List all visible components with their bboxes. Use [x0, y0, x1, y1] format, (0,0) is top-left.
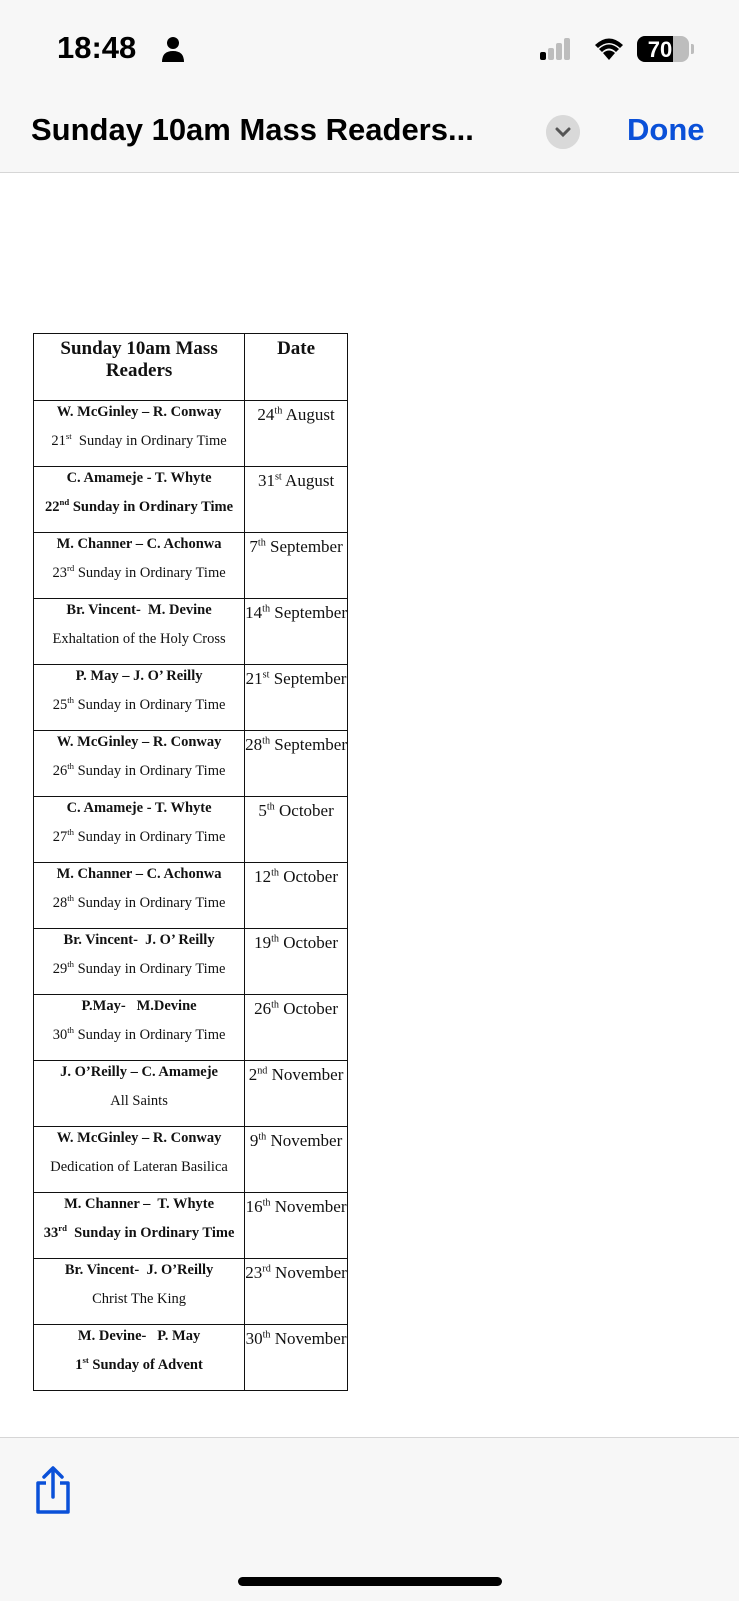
readers-cell — [34, 995, 245, 1061]
wifi-icon — [594, 36, 624, 60]
occasion — [34, 1091, 244, 1110]
date-month: October — [274, 801, 334, 820]
occasion-text: Sunday in Ordinary Time — [73, 960, 226, 977]
occasion — [34, 959, 244, 978]
readers-cell — [34, 467, 245, 533]
date-month: September — [270, 735, 347, 754]
date-cell — [245, 467, 348, 533]
date-cell — [245, 863, 348, 929]
readers-names: P.May- M.Devine — [81, 998, 197, 1014]
occasion-text: Exhaltation of the Holy Cross — [52, 630, 226, 647]
occasion-suffix: th — [67, 893, 74, 903]
date-day: 14 — [245, 603, 263, 622]
readers-names: C. Amameje - T. Whyte — [66, 800, 212, 816]
occasion-text: Sunday of Advent — [88, 1356, 203, 1373]
readers-cell — [34, 1193, 245, 1259]
date-suffix: st — [262, 669, 270, 681]
readers-names: P. May – J. O’ Reilly — [75, 668, 203, 684]
table-row — [34, 1259, 348, 1325]
table-row — [34, 533, 348, 599]
occasion — [34, 827, 244, 846]
occasion-suffix: st — [65, 431, 72, 441]
table-row — [34, 665, 348, 731]
date-day: 2 — [248, 1065, 258, 1084]
readers-cell — [34, 929, 245, 995]
occasion — [34, 1355, 244, 1374]
date-cell — [245, 731, 348, 797]
home-indicator[interactable] — [238, 1577, 502, 1586]
date-month: November — [270, 1197, 347, 1216]
date-cell — [245, 533, 348, 599]
readers-cell — [34, 863, 245, 929]
date-cell — [245, 401, 348, 467]
occasion — [34, 563, 244, 582]
readers-names: Br. Vincent- J. O’ Reilly — [63, 932, 215, 948]
occasion-text: Sunday in Ordinary Time — [73, 1026, 226, 1043]
date-cell — [245, 1061, 348, 1127]
date-day: 23 — [245, 1263, 263, 1282]
occasion-number: 25 — [52, 696, 68, 713]
table-row — [34, 599, 348, 665]
readers-cell — [34, 731, 245, 797]
date-cell — [245, 599, 348, 665]
occasion-suffix: th — [67, 827, 74, 837]
readers-cell — [34, 1325, 245, 1391]
date-month: September — [269, 669, 347, 688]
occasion — [34, 1223, 244, 1242]
table-row — [34, 467, 348, 533]
occasion-number: 22 — [45, 498, 60, 515]
date-suffix: th — [262, 1197, 271, 1209]
date-day: 26 — [254, 999, 272, 1018]
date-day: 30 — [245, 1329, 263, 1348]
header-readers: Sunday 10am Mass Readers — [34, 334, 245, 401]
readers-names: M. Channer – C. Achonwa — [56, 536, 222, 552]
date-suffix: th — [262, 603, 271, 615]
occasion-number: 28 — [52, 894, 68, 911]
occasion-suffix: st — [82, 1355, 89, 1365]
occasion-text: Sunday in Ordinary Time — [73, 828, 226, 845]
table-row — [34, 1325, 348, 1391]
occasion-text: Sunday in Ordinary Time — [73, 696, 226, 713]
date-month: August — [281, 471, 335, 490]
date-suffix: rd — [262, 1263, 271, 1275]
readers-cell — [34, 1259, 245, 1325]
readers-names: M. Channer – C. Achonwa — [56, 866, 222, 882]
occasion-text: Dedication of Lateran Basilica — [50, 1158, 228, 1175]
date-cell — [245, 929, 348, 995]
date-month: November — [270, 1329, 347, 1348]
date-day: 12 — [254, 867, 272, 886]
date-suffix: th — [271, 999, 280, 1011]
date-day: 19 — [254, 933, 272, 952]
occasion-number: 26 — [52, 762, 68, 779]
table-row — [34, 797, 348, 863]
date-suffix: st — [274, 471, 282, 483]
table-row — [34, 731, 348, 797]
readers-names: Br. Vincent- M. Devine — [66, 602, 212, 618]
person-icon — [162, 36, 184, 62]
occasion — [34, 497, 244, 516]
occasion-text: Christ The King — [92, 1290, 187, 1307]
occasion-number: 27 — [52, 828, 68, 845]
date-month: November — [266, 1131, 343, 1150]
status-time: 18:48 — [57, 30, 137, 65]
date-month: September — [270, 603, 347, 622]
occasion-number: 30 — [52, 1026, 68, 1043]
date-cell — [245, 1259, 348, 1325]
date-suffix: th — [274, 405, 283, 417]
occasion-text: Sunday in Ordinary Time — [66, 1224, 235, 1241]
readers-names: W. McGinley – R. Conway — [56, 404, 222, 420]
occasion-number: 33 — [43, 1224, 59, 1241]
date-month: August — [282, 405, 335, 424]
table-row — [34, 929, 348, 995]
readers-cell — [34, 797, 245, 863]
readers-cell — [34, 1127, 245, 1193]
header-date: Date — [245, 334, 348, 401]
date-suffix: th — [271, 933, 280, 945]
date-day: 28 — [245, 735, 263, 754]
occasion — [34, 761, 244, 780]
readers-cell — [34, 401, 245, 467]
done-button[interactable]: Done — [627, 112, 705, 147]
readers-cell — [34, 665, 245, 731]
share-icon[interactable] — [34, 1466, 72, 1514]
occasion-text: Sunday in Ordinary Time — [74, 564, 226, 581]
date-month: October — [279, 999, 339, 1018]
date-cell — [245, 995, 348, 1061]
date-day: 7 — [249, 537, 258, 556]
occasion-suffix: th — [67, 761, 74, 771]
occasion-text: Sunday in Ordinary Time — [69, 498, 234, 515]
table-row — [34, 995, 348, 1061]
readers-names: W. McGinley – R. Conway — [56, 734, 222, 750]
occasion-text: All Saints — [110, 1092, 168, 1109]
battery-icon — [637, 36, 689, 62]
occasion-suffix: rd — [66, 563, 75, 573]
date-month: September — [265, 537, 343, 556]
occasion-suffix: th — [67, 695, 74, 705]
date-suffix: th — [262, 735, 271, 747]
occasion-number: 21 — [51, 432, 66, 449]
table-row — [34, 1193, 348, 1259]
occasion-text: Sunday in Ordinary Time — [73, 894, 226, 911]
occasion-suffix: th — [67, 1025, 74, 1035]
occasion-suffix: th — [67, 959, 74, 969]
date-suffix: th — [262, 1329, 271, 1341]
date-month: November — [267, 1065, 344, 1084]
readers-names: Br. Vincent- J. O’Reilly — [64, 1262, 214, 1278]
table-row — [34, 1127, 348, 1193]
occasion — [34, 695, 244, 714]
readers-names: C. Amameje - T. Whyte — [66, 470, 212, 486]
readers-names: M. Devine- P. May — [77, 1328, 201, 1344]
occasion — [34, 1157, 244, 1176]
date-month: October — [279, 867, 339, 886]
date-cell — [245, 1325, 348, 1391]
date-suffix: th — [266, 801, 275, 813]
occasion-number: 29 — [52, 960, 68, 977]
occasion — [34, 893, 244, 912]
date-day: 9 — [249, 1131, 259, 1150]
readers-names: W. McGinley – R. Conway — [56, 1130, 222, 1146]
document-title: Sunday 10am Mass Readers... — [31, 112, 474, 147]
date-cell — [245, 665, 348, 731]
date-month: October — [279, 933, 339, 952]
readers-table — [33, 333, 348, 1391]
chevron-down-icon[interactable] — [546, 115, 580, 149]
date-day: 16 — [245, 1197, 263, 1216]
occasion — [34, 431, 244, 450]
table-row — [34, 401, 348, 467]
battery-level: 70 — [647, 37, 673, 62]
date-cell — [245, 1127, 348, 1193]
readers-cell — [34, 1061, 245, 1127]
date-suffix: th — [258, 1131, 267, 1143]
table-row — [34, 1061, 348, 1127]
date-suffix: th — [271, 867, 280, 879]
date-day: 5 — [258, 801, 267, 820]
top-bar — [0, 0, 739, 173]
date-cell — [245, 797, 348, 863]
occasion-number: 23 — [52, 564, 67, 581]
date-day: 31 — [257, 471, 275, 490]
battery-tip — [691, 44, 694, 54]
occasion-suffix: nd — [59, 497, 70, 507]
occasion-text: Sunday in Ordinary Time — [71, 432, 227, 449]
occasion-suffix: rd — [58, 1223, 67, 1233]
table-header-row — [34, 334, 348, 401]
occasion-text: Sunday in Ordinary Time — [73, 762, 226, 779]
occasion-number: 1 — [75, 1356, 83, 1373]
date-cell — [245, 1193, 348, 1259]
readers-cell — [34, 533, 245, 599]
readers-cell — [34, 599, 245, 665]
signal-icon — [540, 38, 570, 60]
readers-names: J. O’Reilly – C. Amameje — [60, 1064, 218, 1080]
readers-names: M. Channer – T. Whyte — [64, 1196, 215, 1212]
date-month: November — [270, 1263, 347, 1282]
occasion — [34, 1289, 244, 1308]
date-day: 24 — [257, 405, 275, 424]
occasion — [34, 629, 244, 648]
date-suffix: th — [257, 537, 266, 549]
date-suffix: nd — [257, 1065, 268, 1077]
table-row — [34, 863, 348, 929]
date-day: 21 — [245, 669, 263, 688]
occasion — [34, 1025, 244, 1044]
